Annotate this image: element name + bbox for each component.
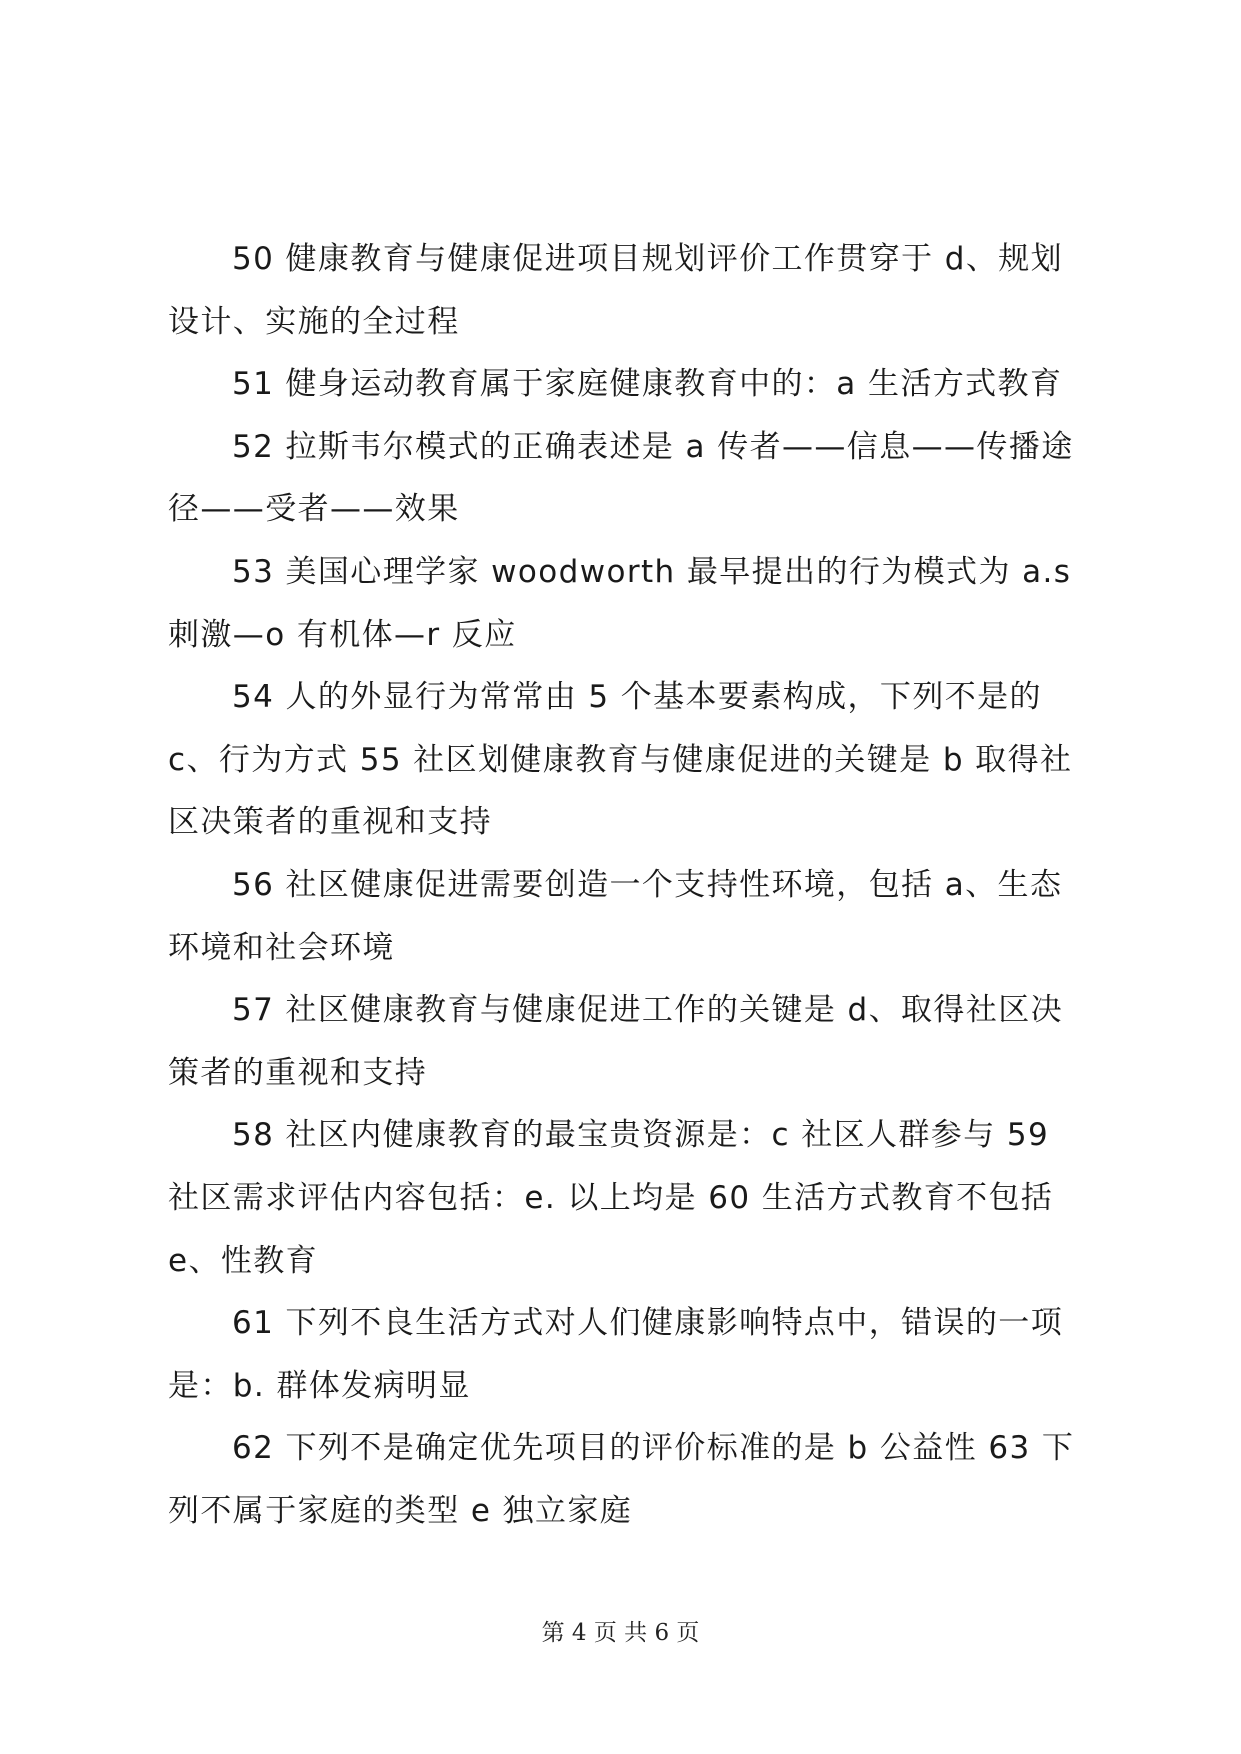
paragraph-54-55: 54 人的外显行为常常由 5 个基本要素构成，下列不是的 c、行为方式 55 社区划健康教育与健康促进的关键是 b 取得社区决策者的重视和支持 <box>168 679 1073 841</box>
paragraph-56: 56 社区健康促进需要创造一个支持性环境，包括 a、生态环境和社会环境 <box>168 866 1063 966</box>
paragraph-62-63: 62 下列不是确定优先项目的评价标准的是 b 公益性 63 下列不属于家庭的类型 e 独立家庭 <box>168 1430 1075 1529</box>
page-number-footer: 第 4 页 共 6 页 <box>541 1620 700 1646</box>
paragraph-51: 51 健身运动教育属于家庭健康教育中的：a 生活方式教育 <box>232 366 1063 403</box>
paragraph-57: 57 社区健康教育与健康促进工作的关键是 d、取得社区决策者的重视和支持 <box>168 992 1064 1091</box>
paragraph-58-60: 58 社区内健康教育的最宝贵资源是：c 社区人群参与 59 社区需求评估内容包括：e. 以上均是 60 生活方式教育不包括 e、性教育 <box>168 1117 1054 1279</box>
paragraph-61: 61 下列不良生活方式对人们健康影响特点中，错误的一项是：b. 群体发病明显 <box>168 1305 1064 1404</box>
paragraph-53: 53 美国心理学家 woodworth 最早提出的行为模式为 a.s 刺激—o 有机体—r 反应 <box>168 553 1072 653</box>
document-body <box>168 228 1088 1542</box>
paragraph-52: 52 拉斯韦尔模式的正确表述是 a 传者——信息——传播途径——受者——效果 <box>168 428 1074 528</box>
paragraph-50: 50 健康教育与健康促进项目规划评价工作贯穿于 d、规划设计、实施的全过程 <box>168 241 1064 340</box>
